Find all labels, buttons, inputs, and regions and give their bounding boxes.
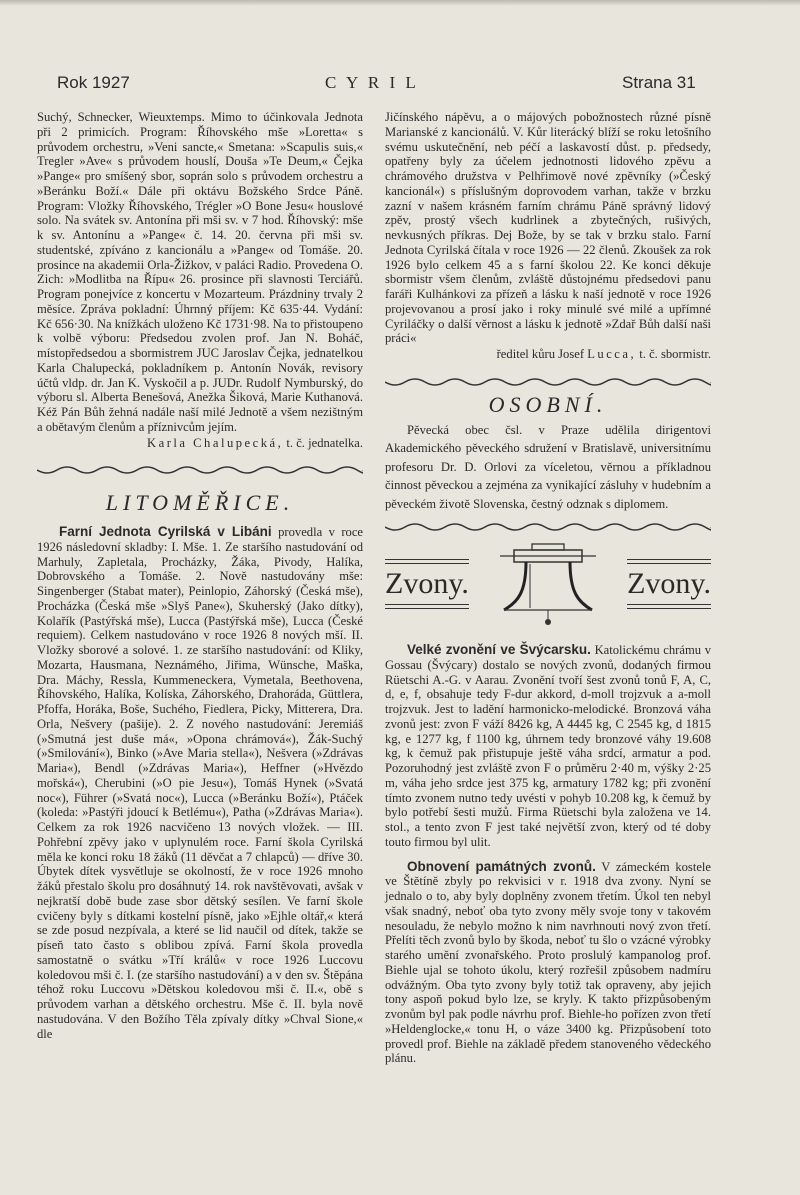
paragraph-lead: Velké zvonění ve Švýcarsku.	[407, 642, 591, 657]
section-heading-litomerice: LITOMĚŘICE.	[105, 490, 295, 516]
swiss-bells-paragraph	[385, 643, 711, 850]
signature	[385, 347, 711, 362]
paragraph-lead: Farní Jednota Cyrilská v Libáni	[59, 524, 272, 539]
signature-name: Lucca,	[587, 347, 637, 361]
bells-title-right: Zvony.	[627, 559, 711, 610]
osobni-paragraph: Pěvecká obec čsl. v Praze udělila dirigentovi Akademického pěveckého sdružení v Bratislavě, universitnímu profesoru Dr. D. Orlovi za víceletou, věrnou a příkladnou činnost pěveckou a zejména za vynikající zásluhy v hudebním a pěveckém životě Slovenska, čestný odznak s diplomem.	[385, 422, 711, 511]
right-column	[385, 110, 711, 1066]
restored-bells-paragraph	[385, 860, 711, 1067]
bell-icon	[500, 542, 596, 626]
libani-paragraph	[37, 525, 363, 1041]
signature	[37, 436, 363, 451]
signature-prefix: ředitel kůru Josef	[496, 347, 585, 361]
wavy-divider	[385, 521, 711, 533]
wavy-divider	[37, 464, 363, 476]
signature-role: t. č. sbormistr.	[639, 347, 711, 361]
wavy-divider	[385, 376, 711, 388]
report-paragraph: Suchý, Schnecker, Wieuxtemps. Mimo to účinkovala Jednota při 2 primicích. Program: Říhovského mše »Loretta« s průvodem orchestru, »Veni sancte,« Smetana: »Scapulis suis,« Tregler »Ave« s průvodem houslí, Douša »Te Deum,« Čejka »Pange« pro smíšený sbor, soprán solo s průvodem orchestru a »Beránku Boží.« Dále při oktávu Božského Srdce Páně. Program: Vložky Říhovského, Trégler »O Bone Jesu« houslové solo. Na svátek sv. Antonína při mši sv. v 7 hod. Říhovský: mše k sv. Antonínu a »Pange« č. 14. 20. června při mši sv. studentské, zpíváno z kancionálu a »Pange« od Tomáše. 20. prosince na akademii Orla-Žižkov, v paláci Radio. Provedena O. Zich: »Modlitba na Řípu« 26. prosince při slavnosti Terciářů. Program ponejvíce z koncertu v Mozarteum. Prázdniny trvaly 2 měsíce. Zpráva pokladní: Úhrnný příjem: Kč 635·44. Vydání: Kč 656·30. Na knížkách uloženo Kč 1731·98. Na to přistoupeno k volbě výboru: Předsedou zvolen prof. Jan N. Boháč, místopředsedou a sbormistrem JUC Jaroslav Čejka, jednatelkou Karla Chalupecká, pokladníkem p. Antonín Novák, revisory účtů vldp. dr. Jan K. Vyskočil a p. JUDr. Rudolf Nymburský, do výboru sl. Alberta Benešová, Anežka Šiková, Marie Kuthanová. Kéž Pán Bůh žehná nadále naší milé Jednotě a všem nezištným a obětavým členům a příznivcům jejím.	[37, 110, 363, 434]
header-page-number: Strana 31	[622, 73, 696, 92]
scan-edge	[0, 0, 800, 6]
header-journal-title: C Y R I L	[325, 73, 419, 92]
left-column	[37, 110, 363, 1041]
paragraph-body: Katolickému chrámu v Gossau (Švýcary) dostalo se nových zvonů, dodaných firmou Rüetschi A.-G. v Aarau. Zvonění tvoří šest zvonů tonů F, A, C, d, e, f, obsahuje tedy F-dur akkord, d-moll trojzvuk a a-moll trojzvuk. Jest to ladění harmonicko-melodické. Bronzová váha zvonů jest: zvon F váží 8426 kg, A 4445 kg, C 2545 kg, d 1815 kg, e 1277 kg, f 1100 kg, úhrnem tedy bronzové váhy 19.608 kg, k čemuž pak přistupuje ještě váha srdcí, armatur a pod. Pozoruhodný jest zvláště zvon F o průměru 2·40 m, výšky 2·25 m, váha jeho srdce jest 375 kg, armatury 1782 kg; při zvonění tímto zvonem nutno tedy uvésti v pohyb 10.208 kg, k čemuž by bylo potřebí šesti mužů. Firma Rüetschi byla založena ve 14. stol., a tento zvon F jest také největší zvon, který od té doby touto firmou byl ulit.	[385, 643, 712, 849]
report-paragraph-continued: Jičínského nápěvu, a o májových pobožnostech různé písně Marianské z kancionálů. V. Kůr literácký blíží se roku letošního svému uskutečnění, neb péčí a laskavostí důst. p. předsedy, opatřeny byly za účelem jednotnosti lidového zpěvu a chrámového družstva v Pelhřimově nové zpěvníky (»Český kancionál«) s příslušným doprovodem varhan, takže v brzku zazní v našem krásném farním chrámu Páně správný lidový zpěv, prostý všech kudrlinek a zbytečných, rušivých, nevkusných příkras. Dej Bože, by se tak v brzku stalo. Farní Jednota Cyrilská čítala v roce 1926 — 22 členů. Zkoušek za rok 1926 bylo celkem 45 a s farní školou 22. Ke konci děkuje sbormistr všem členům, zvláště důstojnému předsedovi panu faráři Kulhánkovi za přízeň a lásku k naší jednotě v roce 1926 projevovanou a prosí jako i roky minulé své milé a upřímné Cyriláčky o další věrnost a lásku k jednotě »Zdař Bůh další naši práci«	[385, 110, 711, 346]
bells-title-left: Zvony.	[385, 559, 469, 610]
paragraph-lead: Obnovení památných zvonů.	[407, 858, 596, 874]
section-heading-osobni: OSOBNÍ.	[488, 391, 608, 417]
header-year: Rok 1927	[57, 73, 130, 92]
signature-name: Karla Chalupecká,	[147, 435, 284, 450]
paragraph-body: V zámeckém kostele ve Štětíně zbyly po rekvisici v r. 1918 dva zvony. Nyní se jednalo o to, aby byly doplněny zvonem třetím. Úkol ten nebyl však snadný, neboť oba tyto zvony měly svoje tony v takovém nesouladu, že nebylo možno k nim navrhnouti nový zvon třetí. Přelíti těch zvonů bylo by škoda, neboť tu šlo o vzácné výrobky starého umění zvonařského. Proto proslulý kampanolog prof. Biehle ujal se tohoto úkolu, který rozřešil způsobem nadmíru odvážným. Oba tyto zvony byly totiž tak opraveny, aby jejich tony aspoň pokud bylo lze, se kryly. K takto přizpůsobeným zvonům byl pak podle návrhu prof. Biehle-ho pořízen zvon třetí »Heldenglocke,« tonu H, o váze 3400 kg. Přizpůsobení toto provedl prof. Biehle na základě předem stanoveného vědeckého plánu.	[385, 859, 711, 1066]
signature-role: t. č. jednatelka.	[286, 435, 363, 450]
bells-banner	[385, 539, 711, 629]
paragraph-body: provedla v roce 1926 následovní skladby: I. Mše. 1. Ze staršího nastudování od Marhuly, Zapletala, Procházky, Žáka, Pivody, Halíka, Dobrovského a Tomáše. 2. Nově nastudovány mše: Singenberger (Stabat mater), Peinlopio, Záhorský (Česká mše), Procházka (Česká mše »Slyš Pane«), Skuherský (Jako dítky), Kolařík (Pastýřská mše), Lucca (Pastýřská mše), Lucca (České requiem). Celkem nastudováno v roce 1926 8 nových mší. II. Vložky sborové a solové. 1. ze staršího nastudování: od Kliky, Mozarta, Hausmana, Neznámého, Jiřima, Wünsche, Maška, Dra. Máchy, Ressla, Kummeneckera, Vymetala, Beethovena, Říhovského, Halíka, Kolíska, Záhorského, Drahoráda, Güttlera, Pfoffa, Horáka, Boše, Suchého, Fiedlera, Picky, Mitterera, Dra. Orla, Nešvery (pašije). 2. Z nového nastudování: Jeremiáš (»Smutná jest duše má«, »Opona chrámová«), Žák-Suchý (»Smilování«), Binko (»Ave Maria stella«), Nešvera (»Zdrávas Maria«), Bendl (»Zdrávas Maria«), Heffner (»Hvězdo mořská«), Cherubini (»O pie Jesu«), Tomáš Hynek (»Svatá noc«), Führer (»Svatá noc«), Lucca (»Beránku Boží«), Ptáček (koleda: »Pastýři jdoucí k Betlému«), Patha (»Zdrávas Maria«). Celkem za rok 1926 nacvičeno 13 nových vložek. — III. Pohřební zpěvy jako v uplynulém roce. Farní škola Cyrilská měla ke konci roku 18 žáků (11 děvčat a 7 chlapců) — dříve 30. Úbytek dítek vysvětluje se okolností, že v roce 1926 mnoho žáků přestalo školu pro dosáhnutý 14. rok navštěvovati, avšak v nejkratší době bude zase sbor dětský sesílen. Ve farní škole cvičeny byly s dítkami kostelní písně, jako »Ejhle oltář,« která se zde posud nezpívala, a které se lid naučil od dítek, takže se píseň tato často s oblibou zpívá. Farní škola provedla samostatně o svátku »Tří králů« v roce 1926 Luccovu koledovou mši č. I. (ze staršího nastudování) a v den sv. Štěpána téhož roku Luccovu »Dětskou koledovou mši č. II.«, obě s průvodem varhan a dětského orchestru. Mše č. II. byla nově nastudována. V den Božího Těla zpívaly dítky »Chval Sione,« dle	[37, 525, 364, 1041]
